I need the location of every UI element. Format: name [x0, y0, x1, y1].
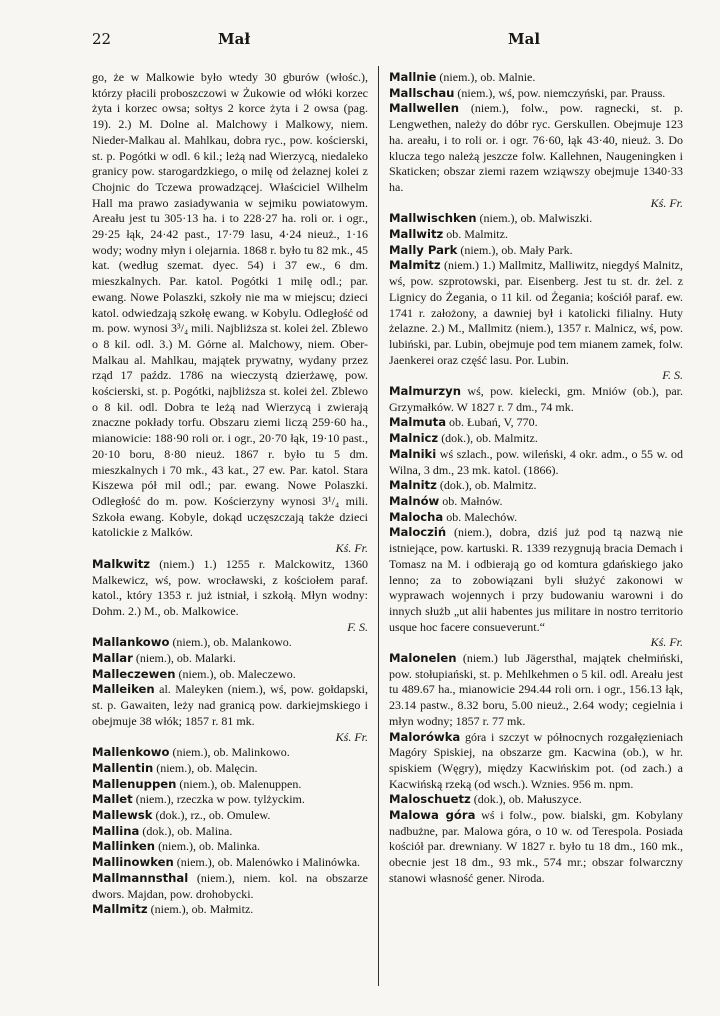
dictionary-entry — [92, 761, 368, 777]
dictionary-entry — [389, 101, 683, 211]
entry-text: (niem.), rzeczka w pow. tylżyckim. — [135, 792, 305, 807]
entry-text: (dok.), ob. Malmitz. — [439, 478, 537, 493]
dictionary-entry — [92, 839, 368, 855]
entry-headword: Mallinken — [92, 839, 156, 854]
dictionary-entry — [389, 730, 683, 793]
entry-headword: Mally Park — [389, 242, 458, 257]
entry-headword: Malorówka — [389, 729, 461, 744]
entry-text: ob. Łubań, V, 770. — [449, 415, 538, 430]
entry-headword: Malnów — [389, 493, 440, 508]
entry-headword: Mallmitz — [92, 902, 148, 917]
dictionary-entry — [389, 415, 683, 431]
dictionary-entry — [389, 808, 683, 887]
dictionary-entry — [389, 211, 683, 227]
entry-text: wś, pow. kielecki, gm. Mniów (ob.), par. Grzymałków. W 1827 r. 7 dm., 74 mk. — [389, 384, 683, 414]
entry-headword: Malowa góra — [389, 808, 476, 823]
entry-headword: Mallenkowo — [92, 745, 170, 760]
entry-text: (niem.), ob. Malnie. — [439, 70, 536, 84]
dictionary-entry — [389, 86, 683, 102]
dictionary-entry — [92, 667, 368, 683]
entry-headword: Malleczewen — [92, 666, 176, 681]
dictionary-entry — [92, 777, 368, 793]
entry-text: (niem.), ob. Malęcin. — [156, 760, 258, 775]
entry-headword: Mallankowo — [92, 635, 170, 650]
entry-text: ob. Malmitz. — [446, 227, 508, 242]
entry-signature: F. S. — [662, 368, 683, 383]
dictionary-entry — [92, 651, 368, 667]
entry-headword: Malleiken — [92, 682, 155, 697]
left-running-head: Mał — [218, 30, 251, 48]
entry-headword: Malnitz — [389, 478, 437, 493]
page-number: 22 — [92, 30, 112, 48]
entry-text: go, że w Malkowie było wtedy 30 gburów (włośc.), którzy płacili proboszczowi w Żukowie od włóki korzec żyta i korzec owsa; sołtys 2 korce żyta i 2 owsa (pag. 19). 2.) M. Dolne al. Malchowy i Malkowy, niem. Nieder-Malkau al. Mahlkau, dobra ryc., pow. kościerski, st. p. Pogótki w odl. 6 kil.; leżą nad Wierzycą, niedaleko granicy pow. starogardzkiego, o milę od żelaznej kolei z Chojnic do Tczewa prowadzącej. Właściciel Wilhelm Hall ma prawo zasiadywania w sejmiku powiatowym. Areału jest tu 305·13 ha. i to 228·27 ha. roli or. i ogr., 29·25 łąk, 24·42 past., 17·79 lasu, 4·24 nieuż., 1·16 wody; wodny młyn i olejarnia. 1868 r. było tu 82 mk., 45 kat. (według szemat. dyec. 54) i 37 ew., 6 dm. mieszkalnych. Par. katol. Pogótki 1 milę odl.; par. ewang. Nowe Polaszki, szkoły nie ma w miejscu; dzieci katol. odwiedzają szkołę ewang. w Kobylu. Odległość od m. pow. wynosi 3³/₄ mili. Najbliższa st. kolei żel. Zblewo o 8 kil. odl. 3.) M. Górne al. Malchowy, niem. Ober-Malkau al. Mahlkau, majątek prywatny, wydany przez rząd 17 paźdz. 1786 na wieczystą dzierżawę, pow. kościerski, st. p. Pogótki, najbliższa st. kolei żel. Zblewo o 8 kil. odl. Dobra te leżą nad Wierzycą i zwierają znaczne pokłady torfu. Obszaru ziemi liczą 259·60 ha., mianowicie: 188·90 roli or. i ogr., 20·70 łąk, 19·10 past., 20·10 boru, 8·80 nieuż. 1867 r. było tu 5 dm. mieszkalnych i 70 mk., 43 kat., 27 ew. Par. katol. Stara Kiszewa pół mil odl.; par. ewang. Nowe Polaszki. Odległość do m. pow. Kościerzyny wynosi 3¹/₄ mili. Szkoła ewang. Kobyle, dokąd uczęszczają także dzieci katolickie z Malków. — [92, 70, 368, 540]
entry-headword: Maloschuetz — [389, 792, 471, 807]
entry-signature: Kś. Fr. — [650, 635, 683, 650]
entry-text: (dok.), ob. Malina. — [142, 823, 233, 838]
entry-text: (niem.), ob. Malenówko i Malinówka. — [176, 855, 361, 870]
entry-text: (niem.), niem. kol. na obszarze dwors. Majdan, pow. drohobycki. — [92, 870, 368, 901]
dictionary-entry — [92, 635, 368, 651]
dictionary-entry — [389, 447, 683, 478]
entry-text: (niem.) 1.) Mallmitz, Malliwitz, niegdyś Malnitz, wś, pow. szprotowski, par. Eisenberg. Jest tu st. dr. żel. z Lignicy do Żegania, o 11 kil. od Żegania; kościół paraf. ew. 1741 r. założony, a dawniej był i katolicki filialny. Huty żelazne. 2.) M., Mallmitz (niem.), 1357 r. Malnicz, wś, pow. lubiński, par. Lubin, obejmuje pod tem mianem zamek, folw. Jaenkerei oraz część lasu. Por. Lubin. — [389, 258, 683, 367]
entry-headword: Mallet — [92, 792, 133, 807]
entry-text: ob. Malechów. — [446, 509, 518, 524]
dictionary-entry — [92, 792, 368, 808]
right-running-head: Mal — [508, 30, 541, 48]
entry-text: al. Maleyken (niem.), wś, pow. gołdapski, st. p. Gawaiten, leży nad granicą pow. darkiejmskiego i obejmuje 38 włók; 1857 r. 81 mk. — [92, 682, 368, 728]
right-column — [389, 70, 683, 990]
entry-text: wś i folw., pow. bialski, gm. Kobylany nadbużne, par. Malowa góra, o 10 w. od Terespola. Posiada kościół par. drewniany. W 1827 r. było tu 18 dm., 160 mk., obecnie jest 18 dm., 93 mk., 574 mr.; obszar folwarczny stanowi własność gener. Niroda. — [389, 808, 683, 885]
entry-headword: Malmuta — [389, 415, 447, 430]
dictionary-entry — [389, 792, 683, 808]
entry-headword: Malnicz — [389, 431, 439, 446]
entry-text: (dok.), rz., ob. Omulew. — [155, 808, 271, 823]
entry-headword: Malkwitz — [92, 556, 151, 571]
entry-headword: Mallwitz — [389, 227, 444, 242]
entry-headword: Mallinowken — [92, 855, 174, 870]
entry-headword: Mallenuppen — [92, 776, 177, 791]
dictionary-entry — [389, 70, 683, 86]
entry-headword: Mallewsk — [92, 808, 153, 823]
dictionary-entry — [92, 557, 368, 636]
entry-headword: Mallwischken — [389, 211, 477, 226]
dictionary-entry — [389, 384, 683, 415]
entry-text: (niem.), ob. Malinka. — [158, 839, 261, 854]
entry-headword: Malmitz — [389, 258, 441, 273]
entry-signature: Kś. Fr. — [335, 729, 368, 744]
entry-headword: Malniki — [389, 446, 437, 461]
dictionary-entry — [389, 494, 683, 510]
entry-text: (niem.), ob. Malinkowo. — [172, 745, 290, 760]
dictionary-entry — [92, 902, 368, 918]
entry-headword: Malonelen — [389, 651, 457, 666]
entry-headword: Mallina — [92, 823, 140, 838]
entry-headword: Mallentin — [92, 760, 154, 775]
entry-text: (niem.), ob. Malankowo. — [172, 635, 292, 650]
dictionary-entry — [389, 227, 683, 243]
entry-text: (niem.) lub Jägersthal, majątek chełmiński, pow. stołupiański, st. p. Mehlkehmen o 5 kil. odl. Areału jest tu 489.67 ha., mianowicie 294.44 roli orn. i ogr., 156.13 łąk, 23.14 pastw., 8.32 boru, 5.00 nieuż., 2.64 wody; cegielnia i młyn wodny; 1857 r. 77 mk. — [389, 651, 683, 728]
entry-text: (niem.), ob. Maleczewo. — [178, 666, 296, 681]
dictionary-entry — [389, 525, 683, 651]
entry-text: (niem.), ob. Malarki. — [135, 651, 236, 666]
entry-headword: Mallnie — [389, 70, 437, 84]
dictionary-entry — [92, 70, 368, 557]
dictionary-entry — [92, 682, 368, 745]
dictionary-entry — [389, 651, 683, 730]
dictionary-entry — [92, 871, 368, 902]
column-divider — [378, 66, 379, 986]
dictionary-entry — [92, 855, 368, 871]
entry-text: wś szlach., pow. wileński, 4 okr. adm., o 55 w. od Wilna, 3 dm., 23 mk. katol. (1866). — [389, 446, 683, 477]
entry-headword: Mallschau — [389, 85, 455, 100]
dictionary-entry — [389, 243, 683, 259]
entry-text: ob. Małnów. — [442, 493, 503, 508]
dictionary-entry — [92, 808, 368, 824]
entry-headword: Mallmannsthal — [92, 870, 189, 885]
entry-text: (niem.), folw., pow. ragnecki, st. p. Lengwethen, należy do dóbr ryc. Gerskullen. Obejmuje 123 ha. areału, i to roli or. i ogr. 76·60, łąk 43·40, nieuż. 3. Do klucza tego należą jeszcze folw. Kallehnen, Naugeningken i Skaticken; obszar ziemi razem wziąwszy obejmuje 1340·33 ha. — [389, 101, 683, 194]
entry-headword: Malmurzyn — [389, 384, 461, 399]
dictionary-entry — [92, 824, 368, 840]
dictionary-entry — [389, 478, 683, 494]
entry-signature: Kś. Fr. — [335, 541, 368, 556]
entry-text: (niem.), ob. Malwiszki. — [479, 211, 593, 226]
entry-text: (niem.), dobra, dziś już pod tą nazwą nie istniejące, pow. kartuski. R. 1339 rezygnują bracia Demach i Tomasz na M. i odbierają go od komtura gdańskiego jako lenno; za to zobowiązani byli służyć zakonowi w wyprawach wojennych i przy budowaniu warowni i do innych służb „ut alii habentes jus militare in nostro territorio usque hoc facere consueverunt.“ — [389, 525, 683, 634]
dictionary-entry — [389, 258, 683, 384]
entry-text: (niem.), ob. Małmitz. — [150, 902, 254, 917]
entry-text: (niem.), ob. Malenuppen. — [179, 776, 302, 791]
dictionary-entry — [389, 431, 683, 447]
entry-text: (niem.), wś, pow. niemczyński, par. Prauss. — [457, 85, 666, 100]
entry-text: góra i szczyt w północnych rozgałęzieniach Magóry Spiskiej, na obszarze gm. Kacwina (ob.), w hr. spiskiem (Węgry), między Kacwińskim pot. (od zach.) a Kacwińską rzeką (od wsch.). Wznies. 956 m. npm. — [389, 729, 683, 791]
entry-signature: Kś. Fr. — [650, 195, 683, 210]
dictionary-entry — [389, 510, 683, 526]
entry-headword: Mallar — [92, 651, 133, 666]
page-header — [92, 30, 684, 52]
dictionary-entry — [92, 745, 368, 761]
entry-text: (dok.), ob. Małuszyce. — [473, 792, 582, 807]
entry-signature: F. S. — [347, 619, 368, 634]
left-column — [92, 70, 368, 990]
entry-text: (niem.), ob. Mały Park. — [460, 242, 573, 257]
entry-headword: Mallwellen — [389, 101, 459, 116]
entry-headword: Malocziń — [389, 525, 447, 540]
entry-headword: Malocha — [389, 509, 444, 524]
entry-text: (dok.), ob. Malmitz. — [441, 431, 538, 446]
entry-text: (niem.) 1.) 1255 r. Malckowitz, 1360 Malkewicz, wś, pow. wrocławski, z kościołem paraf. katol., który 1353 r. już istniał, i szkołą. Młyn wodny: Dohm. 2.) M., ob. Malkowice. — [92, 556, 368, 618]
